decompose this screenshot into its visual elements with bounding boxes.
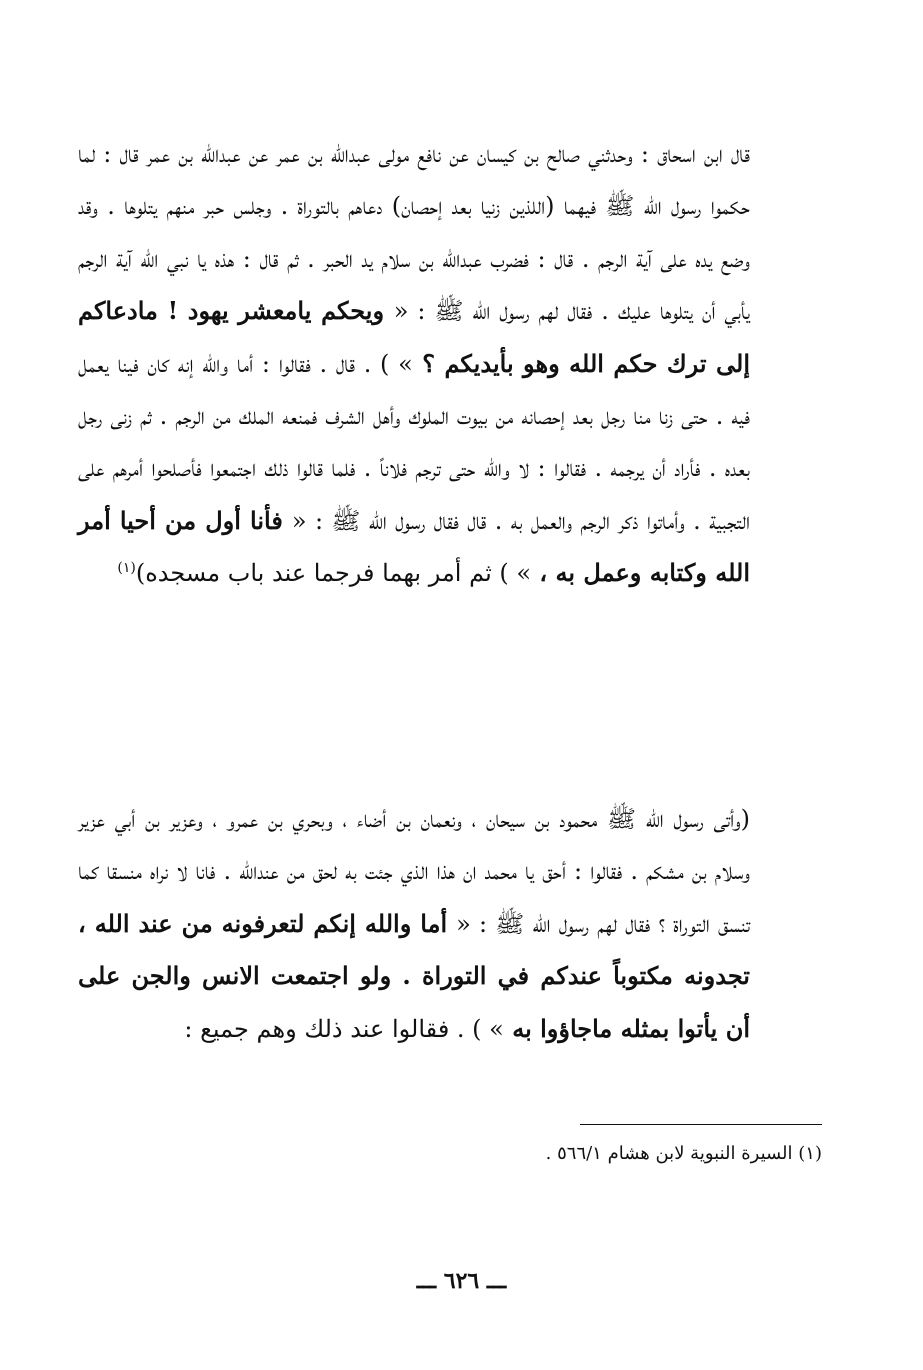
prophet-quote: فأنا أول من أحيا أمر الله وكتابه وعمل به ، — [78, 505, 750, 588]
page-number: ـــ ٦٢٦ ـــ — [416, 1268, 507, 1294]
paragraph-ibn-ishaq — [78, 128, 750, 600]
footnote-reference: (١) — [117, 560, 136, 577]
prophet-quote: أما والله إنكم لتعرفونه من عند الله ، تجدونه مكتوباً عندكم في التوراة . ولو اجتمعت الانس والجن على أن يأتوا بمثله ماجاؤوا به — [78, 908, 750, 1043]
paragraph-text: (وأتى رسول الله ﷺ محمود بن سيحان ، ونعمان بن أضاء ، وبحري بن عمرو ، وعزير بن أبي عزير وسلام بن مشكم . فقالوا : أحق يا محمد ان هذا الذي جئت به لحق من عندالله . فانا لا نراه منسقا كما تنسق التوراة ؟ فقال لهم رسول الله ﷺ : « — [78, 805, 751, 938]
paragraph-text: » ) ثم أمر بهما فرجما عند باب مسجده) — [135, 559, 532, 588]
prophet-quote: ويحكم يامعشر يهود ! مادعاكم إلى ترك حكم الله وهو بأيديكم ؟ — [78, 296, 751, 378]
paragraph-text: » ) . فقالوا عند ذلك وهم جميع : — [184, 1014, 504, 1043]
footnote-divider — [580, 1124, 822, 1125]
footnote: (١) السيرة النبوية لابن هشام ٥٦٦/١ . — [545, 1143, 822, 1164]
paragraph-jewish-delegation — [78, 793, 750, 1055]
paragraph-text: قال ابن اسحاق : وحدثني صالح بن كيسان عن نافع مولى عبدالله بن عمر عن عبدالله بن عمر قال : لما حكموا رسول الله ﷺ فيهما (اللذين زنيا بعد إحصان) دعاهم بالتوراة . وجلس حبر منهم يتلوها . وقد وضع يده على آية الرجم . قال : فضرب عبدالله بن سلام يد الحبر . ثم قال : هذه يا نبي الله آية الرجم يأبي أن يتلوها عليك . فقال لهم رسول الله ﷺ : « — [78, 140, 750, 326]
paragraph-text: » ) . قال . فقالوا : أما والله إنه كان فينا يعمل فيه . حتى زنا منا رجل بعد إحصانه من بيوت الملوك وأهل الشرف فمنعه الملك من الرجم . ثم زنى رجل بعده . فأراد أن يرجمه . فقالوا : لا والله حتى ترجم فلاناً . فلما قالوا ذلك اجتمعوا فأصلحوا أمرهم على التجبية . وأماتوا ذكر الرجم والعمل به . قال فقال رسول الله ﷺ : « — [78, 349, 750, 535]
